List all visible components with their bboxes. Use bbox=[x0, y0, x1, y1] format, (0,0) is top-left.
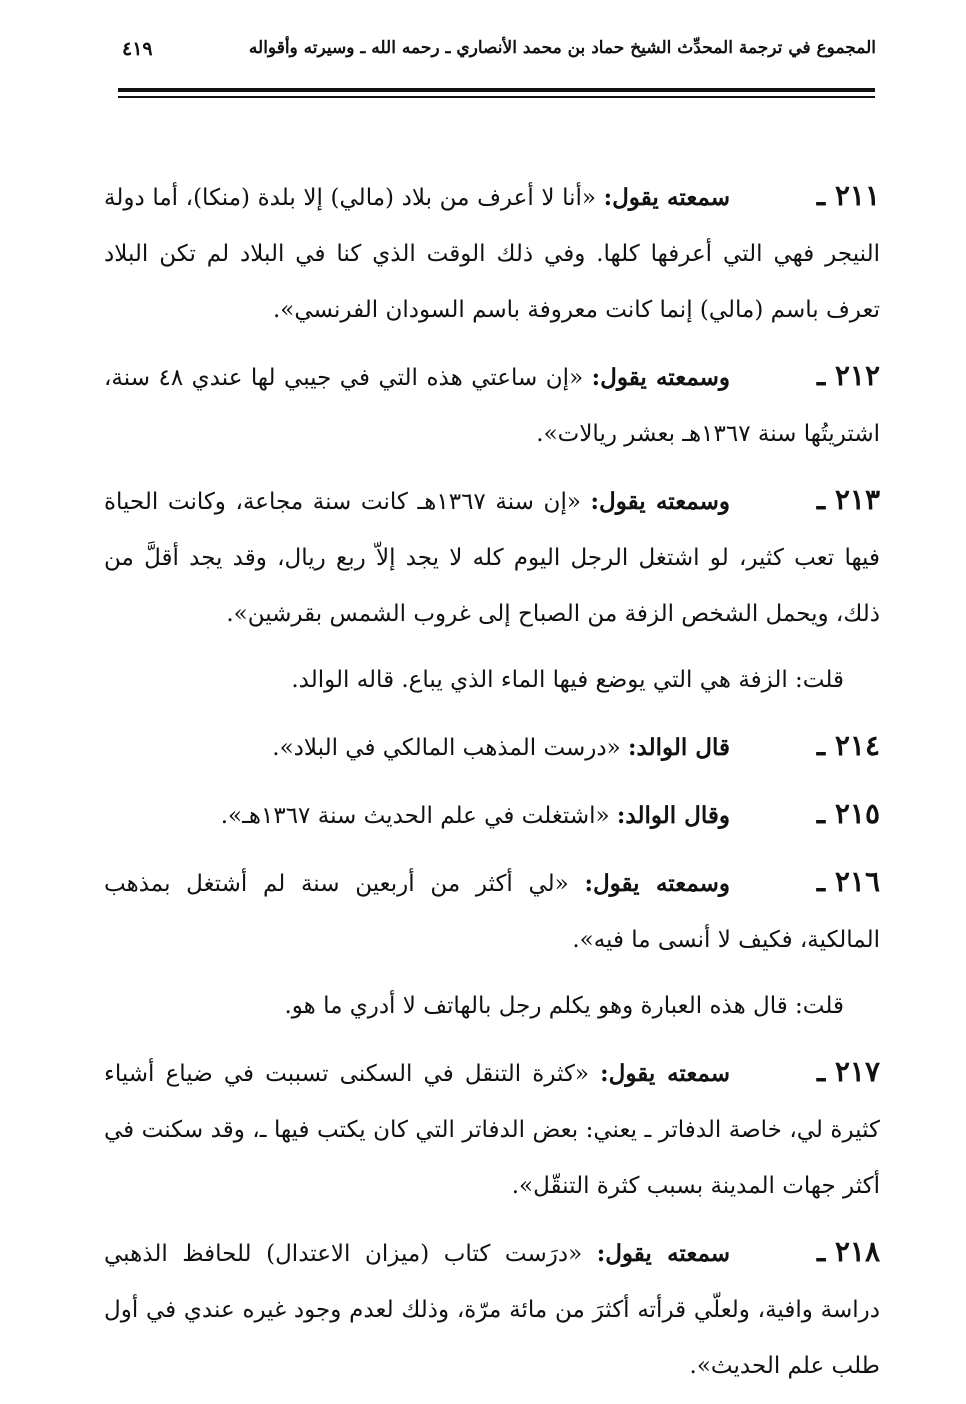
entry-212 bbox=[104, 348, 880, 462]
header-rule-thick bbox=[118, 88, 875, 92]
header-title: المجموع في ترجمة المحدِّث الشيخ حماد بن محمد الأنصاري ـ رحمه الله ـ وسيرته وأقواله bbox=[248, 38, 876, 58]
entry-number: ٢١٥ ـ bbox=[816, 797, 880, 830]
entry-text: «إن ساعتي هذه التي في جيبي لها عندي ٤٨ سنة، اشتريتُها سنة ١٣٦٧هـ بعشر ريالات». bbox=[104, 365, 880, 447]
entry-number: ٢١٤ ـ bbox=[816, 729, 880, 762]
note-paragraph: قلت: الزفة هي التي يوضع فيها الماء الذي يباع. قاله الوالد. bbox=[291, 667, 844, 693]
entry-text: «إن سنة ١٣٦٧هـ كانت سنة مجاعة، وكانت الحياة فيها تعب كثير، لو اشتغل الرجل اليوم كله لا يجد إلاّ ربع ريال، وقد يجد أقلَّ من ذلك، ويحمل الشخص الزفة من الصباح إلى غروب الشمس بقرشين». bbox=[104, 489, 880, 627]
entry-speaker: قال الوالد: bbox=[628, 734, 730, 761]
entry-text: «درَست كتاب (ميزان الاعتدال) للحافظ الذهبي دراسة وافية، ولعلّي قرأته أكثرَ من مائة مرّة، وذلك لعدم وجود غيره عندي في أول طلب علم الحديث». bbox=[104, 1241, 880, 1379]
document-body bbox=[104, 168, 880, 1404]
entry-number: ٢١٧ ـ bbox=[816, 1055, 881, 1088]
entry-213 bbox=[104, 472, 880, 642]
entry-speaker: وقال الوالد: bbox=[616, 802, 730, 829]
entry-text: «كثرة التنقل في السكنى تسببت في ضياع أشياء كثيرة لي، خاصة الدفاتر ـ يعني: بعض الدفاتر التي كان يكتب فيها ـ، وقد سكنت في أكثر جهات المدينة بسبب كثرة التنقّل». bbox=[104, 1061, 880, 1199]
entry-speaker: سمعته يقول: bbox=[603, 184, 730, 211]
entry-number: ٢١١ ـ bbox=[816, 179, 880, 212]
running-header bbox=[112, 38, 876, 84]
entry-text: «لي أكثر من أربعين سنة لم أشتغل بمذهب المالكية، فكيف لا أنسى ما فيه». bbox=[104, 871, 880, 953]
entry-number: ٢١٢ ـ bbox=[816, 359, 881, 392]
note-paragraph: قلت: قال هذه العبارة وهو يكلم رجل بالهاتف لا أدري ما هو. bbox=[284, 993, 844, 1019]
header-rule-thin bbox=[118, 96, 875, 98]
entry-215 bbox=[104, 786, 880, 844]
entry-text: «درست المذهب المالكي في البلاد». bbox=[272, 735, 629, 761]
entry-211 bbox=[104, 168, 880, 338]
entry-217 bbox=[104, 1044, 880, 1214]
entry-number: ٢١٣ ـ bbox=[816, 483, 880, 516]
entry-speaker: سمعته يقول: bbox=[600, 1060, 731, 1087]
page-number: ٤١٩ bbox=[122, 38, 153, 60]
entry-number: ٢١٦ ـ bbox=[816, 865, 880, 898]
entry-text: «أنا لا أعرف من بلاد (مالي) إلا بلدة (منكا)، أما دولة النيجر فهي التي أعرفها كلها. وفي ذلك الوقت الذي كنا في البلاد لم تكن البلاد تعرف باسم (مالي) إنما كانت معروفة باسم السودان الفرنسي». bbox=[104, 185, 880, 323]
entry-text: «اشتغلت في علم الحديث سنة ١٣٦٧هـ». bbox=[220, 803, 617, 829]
entry-216 bbox=[104, 854, 880, 968]
entry-speaker: وسمعته يقول: bbox=[591, 364, 731, 391]
entry-speaker: وسمعته يقول: bbox=[590, 488, 730, 515]
entry-speaker: سمعته يقول: bbox=[596, 1240, 731, 1267]
entry-218 bbox=[104, 1224, 880, 1394]
entry-number: ٢١٨ ـ bbox=[816, 1235, 881, 1268]
entry-214 bbox=[104, 718, 880, 776]
entry-speaker: وسمعته يقول: bbox=[584, 870, 730, 897]
